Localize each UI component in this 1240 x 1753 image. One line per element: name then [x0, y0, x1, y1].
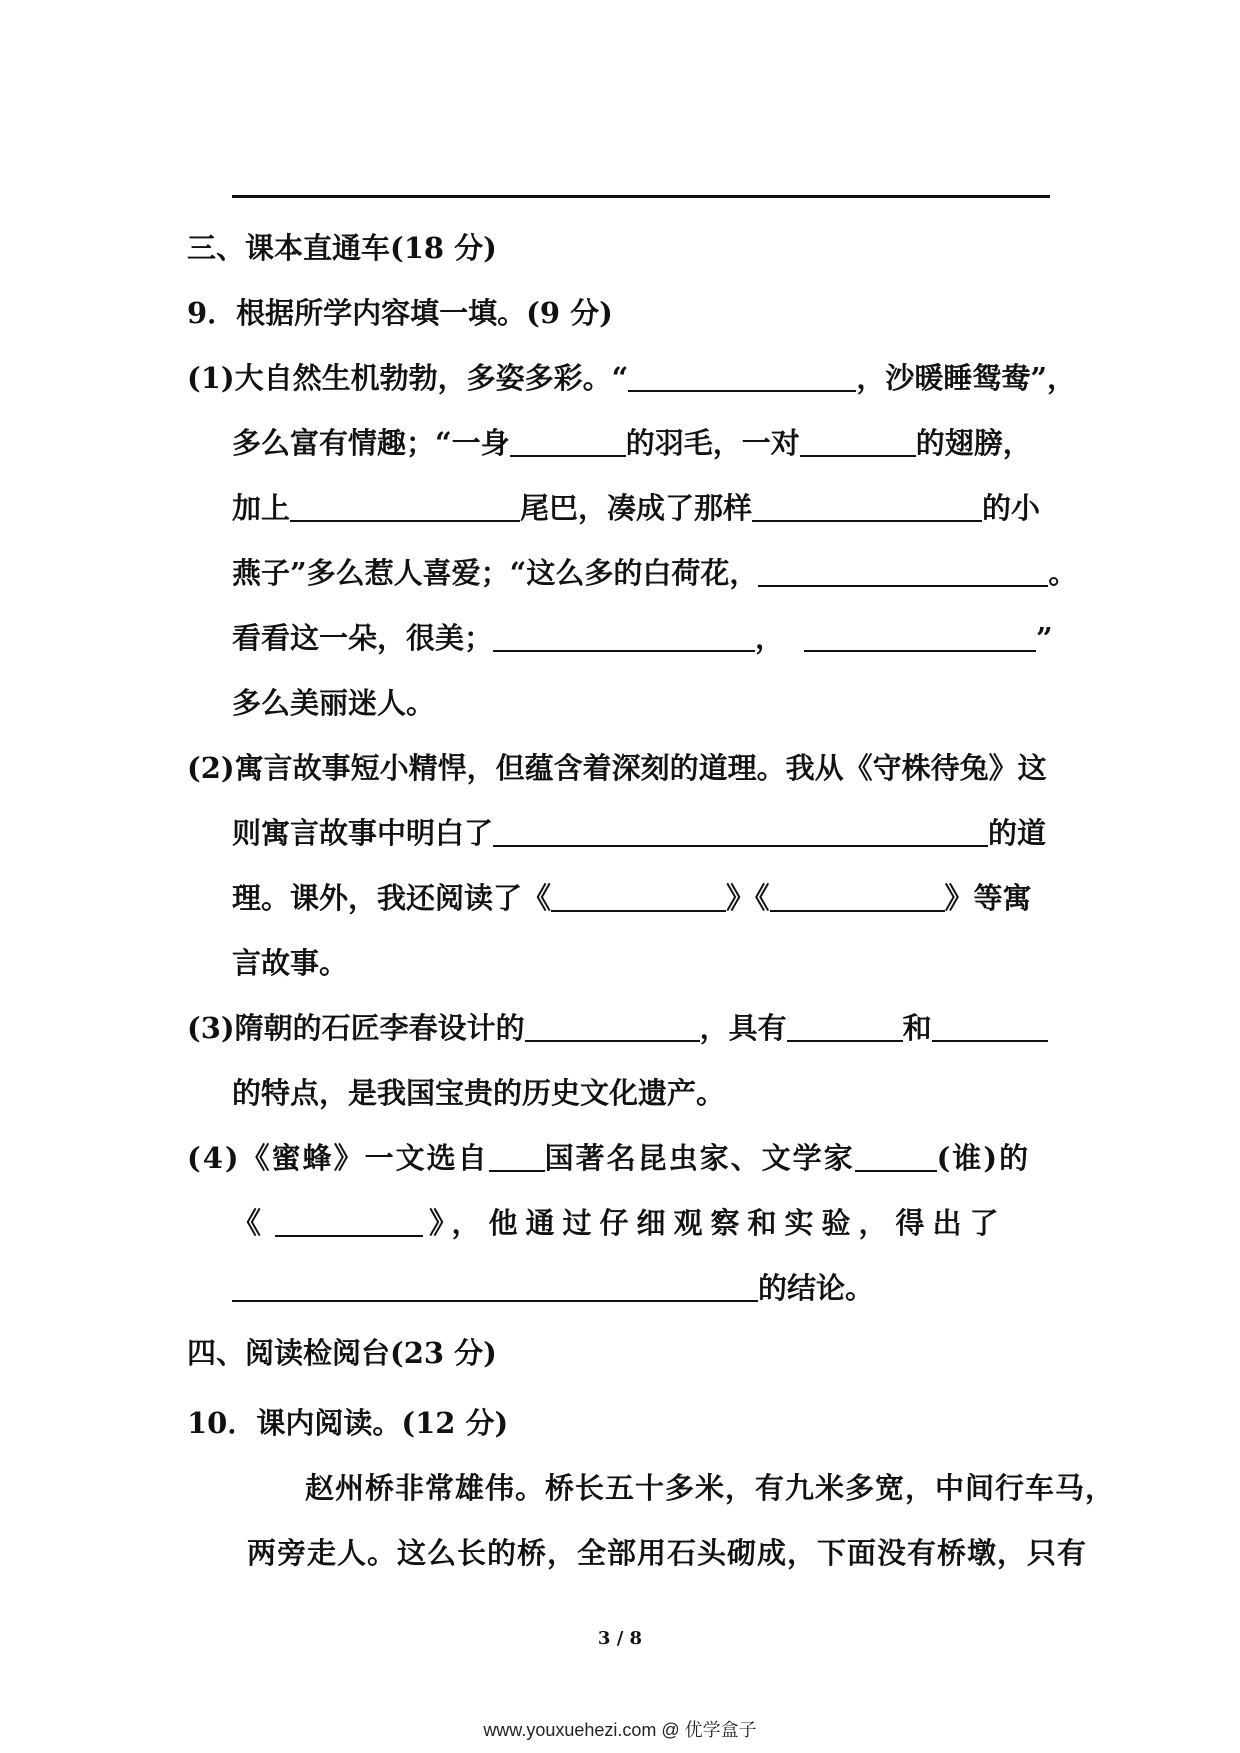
q9-part2-line1: (2)寓言故事短小精悍，但蕴含着深刻的道理。我从《守株待兔》这	[187, 751, 1047, 785]
question-10-title: 10．课内阅读。(12 分)	[187, 1406, 509, 1440]
q9-part1-line3: 加上 尾巴，凑成了那样 的小	[232, 491, 1041, 525]
fill-blank[interactable]	[493, 620, 755, 652]
fill-blank[interactable]	[628, 360, 856, 392]
question-9-title: 9．根据所学内容填一填。(9 分)	[187, 296, 613, 330]
fill-blank[interactable]	[804, 620, 1036, 652]
fill-blank[interactable]	[752, 490, 982, 522]
answer-line	[232, 195, 1050, 198]
fill-blank[interactable]	[855, 1140, 937, 1172]
q9-part2-line2: 则寓言故事中明白了 的道	[232, 816, 1047, 850]
fill-blank[interactable]	[275, 1205, 423, 1237]
fill-blank[interactable]	[800, 425, 916, 457]
fill-blank[interactable]	[232, 1270, 758, 1302]
q9-part1-line1: (1)大自然生机勃勃，多姿多彩。“ ，沙暖睡鸳鸯”，	[187, 361, 1076, 395]
q9-part4-number: (4)	[187, 1141, 241, 1175]
fill-blank[interactable]	[290, 490, 520, 522]
q9-part3-line2: 的特点，是我国宝贵的历史文化遗产。	[232, 1076, 726, 1110]
fill-blank[interactable]	[932, 1010, 1048, 1042]
source-watermark: www.youxuehezi.com @ 优学盒子	[483, 1720, 757, 1740]
q9-part1-line4: 燕子”多么惹人喜爱；“这么多的白荷花， 。	[232, 556, 1078, 590]
fill-blank[interactable]	[489, 1140, 545, 1172]
fill-blank[interactable]	[758, 555, 1048, 587]
q9-part4-line2: 《 》，他通过仔细观察和实验，得出了	[232, 1206, 1007, 1240]
q9-part1-line2: 多么富有情趣；“一身 的羽毛，一对 的翅膀，	[232, 426, 1032, 460]
fill-blank[interactable]	[493, 815, 988, 847]
q9-part2-line3: 理。课外，我还阅读了《 》《 》等寓	[232, 881, 1032, 915]
page-number: 3 / 8	[597, 1628, 643, 1649]
q9-part2-number: (2)	[187, 751, 235, 785]
fill-blank[interactable]	[551, 880, 726, 912]
fill-blank[interactable]	[770, 880, 945, 912]
section-4-title: 四、阅读检阅台(23 分)	[187, 1336, 497, 1370]
section-3-title: 三、课本直通车(18 分)	[187, 231, 497, 265]
q9-part2-line4: 言故事。	[232, 946, 349, 980]
q9-part3-line1: (3)隋朝的石匠李春设计的 ，具有 和	[187, 1008, 1048, 1048]
q9-part4-line1: (4)《蜜蜂》一文选自 国著名昆虫家、文学家 (谁)的	[187, 1141, 1031, 1175]
q9-part1-line5: 看看这一朵，很美； ， ”	[232, 621, 1053, 655]
passage-line-2: 两旁走人。这么长的桥，全部用石头砌成，下面没有桥墩，只有	[247, 1536, 1088, 1570]
fill-blank[interactable]	[510, 425, 626, 457]
fill-blank[interactable]	[525, 1010, 700, 1042]
passage-line-1: 赵州桥非常雄伟。桥长五十多米，有九米多宽，中间行车马，	[305, 1471, 1116, 1505]
q9-part3-number: (3)	[187, 1011, 235, 1045]
fill-blank[interactable]	[787, 1010, 903, 1042]
q9-part4-line3: 的结论。	[232, 1268, 874, 1308]
q9-part1-number: (1)	[187, 361, 235, 395]
q9-part1-line6: 多么美丽迷人。	[232, 686, 436, 720]
